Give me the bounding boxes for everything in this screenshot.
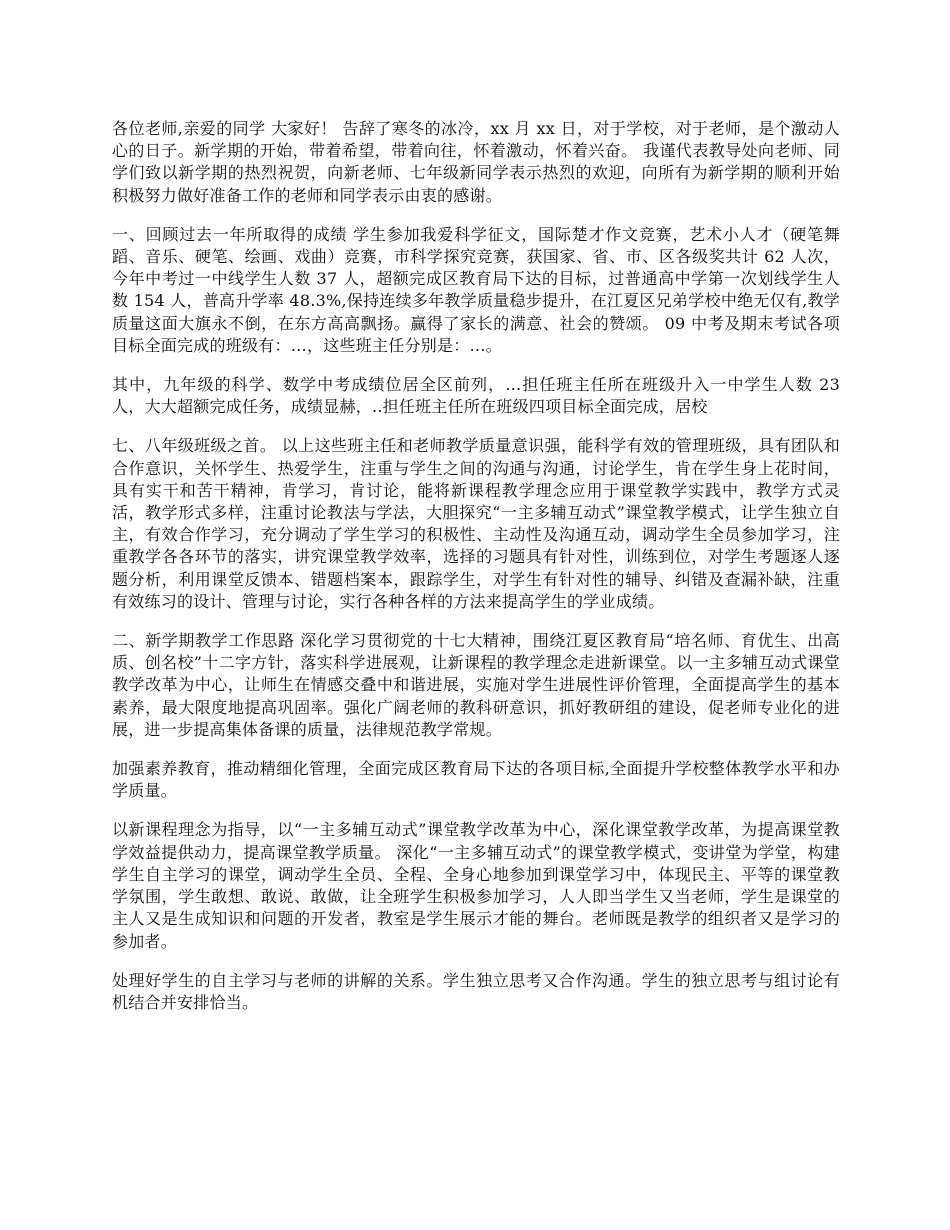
paragraph-self-study: 处理好学生的自主学习与老师的讲解的关系。学生独立思考又合作沟通。学生的独立思考与组讨论有机结合并安排恰当。 (112, 970, 840, 1012)
paragraph-class-teachers: 七、八年级班级之首。 以上这些班主任和老师教学质量意识强，能科学有效的管理班级，具有团队和合作意识，关怀学生、热爱学生，注重与学生之间的沟通与沟通，讨论学生，肯在学生身上花时间，具有实干和苦干精神，肯学习，肯讨论，能将新课程教学理念应用于课堂教学实践中，教学方式灵活，教学形式多样，注重讨论教法与学法，大胆探究“一主多辅互动式”课堂教学模式，让学生独立自主，有效合作学习，充分调动了学生学习的积极性、主动性及沟通互动，调动学生全员参加学习，注重教学各各环节的落实，讲究课堂教学效率，选择的习题具有针对性，训练到位，对学生考题逐人逐题分析，利用课堂反馈本、错题档案本，跟踪学生，对学生有针对性的辅导、纠错及查漏补缺，注重有效练习的设计、管理与讨论，实行各种各样的方法来提高学生的学业成绩。 (112, 436, 840, 611)
paragraph-greeting: 各位老师,亲爱的同学 大家好！ 告辞了寒冬的冰冷，xx 月 xx 日，对于学校，对于老师，是个激动人心的日子。新学期的开始，带着希望，带着向往，怀着激动，怀着兴奋。 我谨代表教导处向老师、同学们致以新学期的热烈祝贺，向新老师、七年级新同学表示热烈的欢迎，向所有为新学期的顺利开始积极努力做好准备工作的老师和同学表示由衷的感谢。 (112, 119, 840, 205)
document-body (112, 118, 840, 1031)
paragraph-achievements: 一、回顾过去一年所取得的成绩 学生参加我爱科学征文，国际楚才作文竞赛，艺术小人才（硬笔舞蹈、音乐、硬笔、绘画、戏曲）竞赛，市科学探究竞赛，获国家、省、市、区各级奖共计 62 人次，今年中考过一中线学生人数 37 人，超额完成区教育局下达的目标，过普通高中学第一次划线学生人数 154 人，普高升学率 48.3%,保持连续多年教学质量稳步提升，在江夏区兄弟学校中绝无仅有,教学质量这面大旗永不倒，在东方高高飘扬。赢得了家长的满意、社会的赞颂。 09 中考及期末考试各项目标全面完成的班级有：…，这些班主任分别是：…。 (112, 224, 840, 355)
paragraph-grade-nine: 其中，九年级的科学、数学中考成绩位居全区前列，…担任班主任所在班级升入一中学生人数 23 人，大大超额完成任务，成绩显赫，..担任班主任所在班级四项目标全面完成，居校 (112, 375, 840, 417)
paragraph-new-term-plan: 二、新学期教学工作思路 深化学习贯彻党的十七大精神，围绕江夏区教育局“培名师、育优生、出高质、创名校”十二字方针，落实科学进展观，让新课程的教学理念走进新课堂。以一主多辅互动式课堂教学改革为中心，让师生在情感交叠中和谐进展，实施对学生进展性评价管理，全面提高学生的基本素养，最大限度地提高巩固率。强化广阔老师的教科研意识，抓好教研组的建设，促老师专业化的进展，进一步提高集体备课的质量，法律规范教学常规。 (112, 631, 840, 739)
paragraph-quality-education: 加强素养教育，推动精细化管理，全面完成区教育局下达的各项目标,全面提升学校整体教学水平和办学质量。 (112, 759, 840, 801)
paragraph-curriculum-reform: 以新课程理念为指导，以“一主多辅互动式”课堂教学改革为中心，深化课堂教学改革，为提高课堂教学效益提供动力，提高课堂教学质量。 深化“一主多辅互动式”的课堂教学模式，变讲堂为学堂，构建学生自主学习的课堂，调动学生全员、全程、全身心地参加到课堂学习中，体现民主、平等的课堂教学氛围，学生敢想、敢说、敢做，让全班学生积极参加学习，人人即当学生又当老师，学生是课堂的主人又是生成知识和问题的开发者，教室是学生展示才能的舞台。老师既是教学的组织者又是学习的参加者。 (112, 820, 840, 951)
